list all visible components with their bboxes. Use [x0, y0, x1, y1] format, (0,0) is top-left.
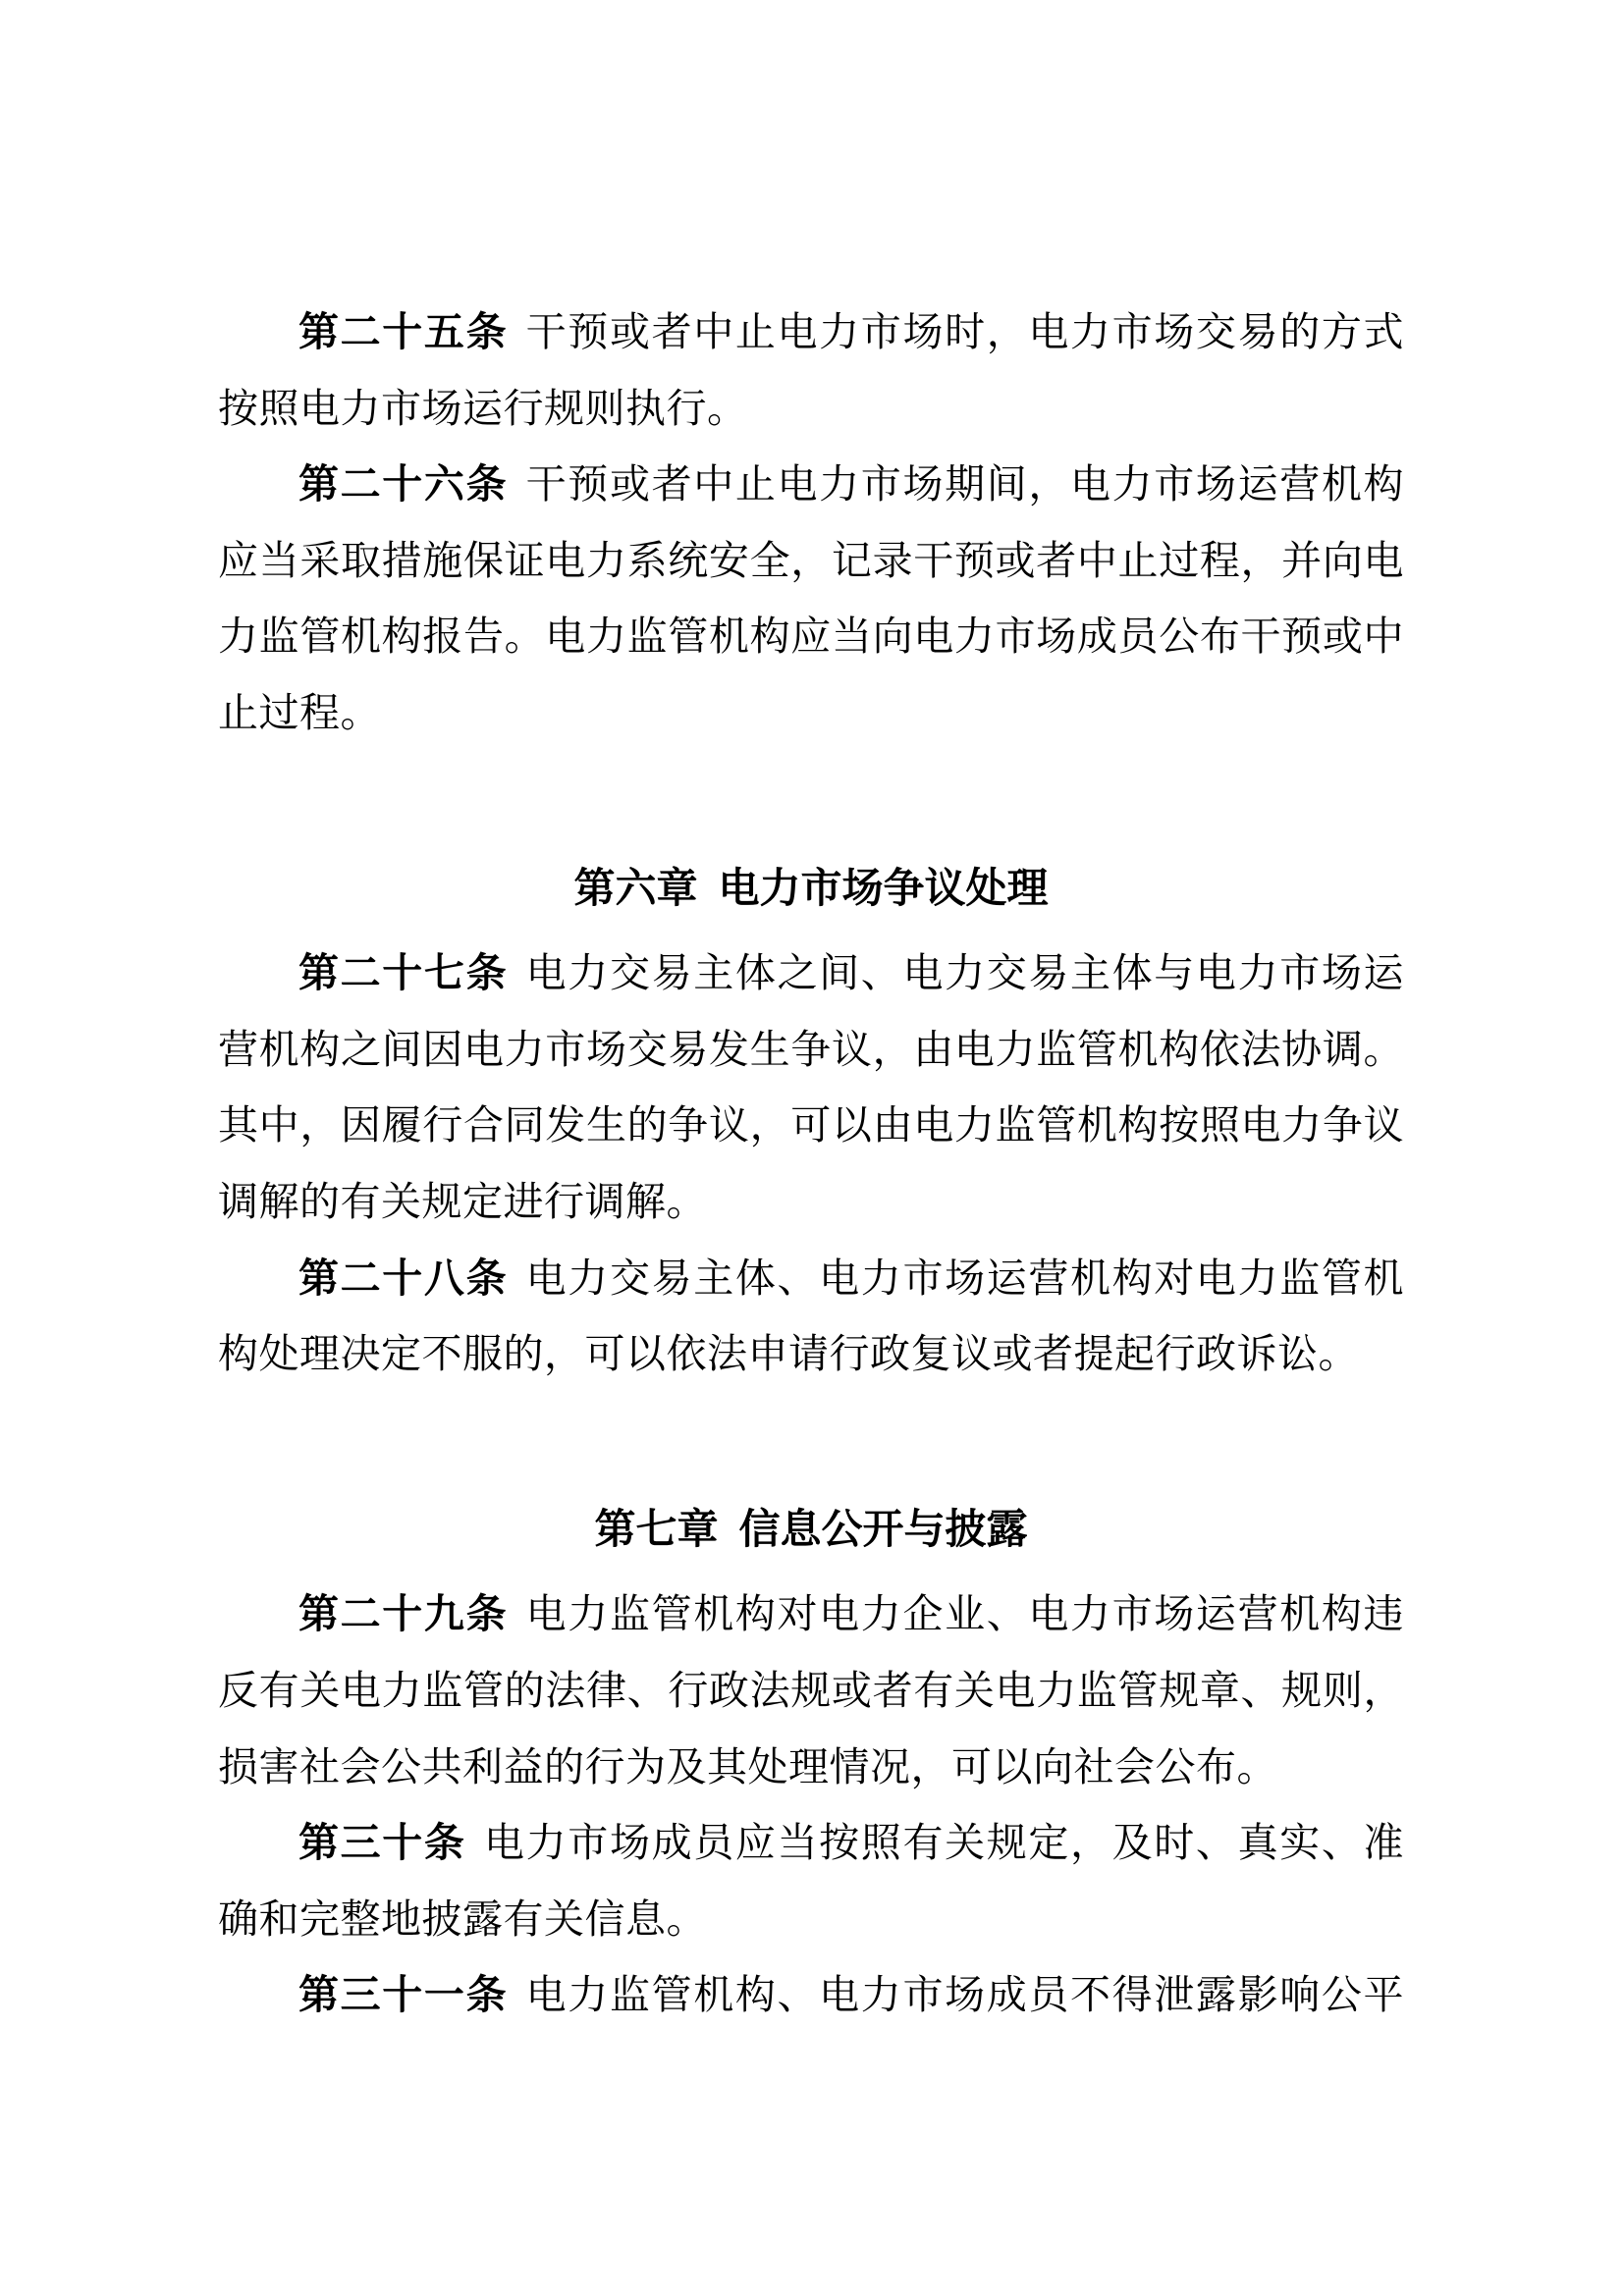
article-29-first-line: [218, 1576, 1404, 1653]
chapter-7-heading: [218, 1491, 1404, 1568]
body-text: 应当采取措施保证电力系统安全，记录干预或者中止过程，并向电: [218, 537, 1404, 583]
body-text: 按照电力市场运行规则执行。: [218, 385, 748, 431]
chapter-7-number: 第七章: [594, 1505, 719, 1552]
article-31-first-line: [218, 1957, 1404, 2034]
body-text: 干预或者中止电力市场期间，电力市场运营机构: [525, 461, 1405, 507]
article-26-first-line: [218, 447, 1404, 523]
article-28-first-line: [218, 1241, 1404, 1317]
article-29-number: 第二十九条: [298, 1591, 509, 1637]
body-text: 电力交易主体之间、电力交易主体与电力市场运: [525, 950, 1405, 996]
article-25-first-line: [218, 294, 1404, 371]
article-31-number: 第三十一条: [298, 1972, 509, 2018]
body-text: 构处理决定不服的，可以依法申请行政复议或者提起行政诉讼。: [218, 1331, 1359, 1377]
body-text: 力监管机构报告。电力监管机构应当向电力市场成员公布干预或中: [218, 614, 1404, 660]
article-30-line: [218, 1882, 1404, 1958]
article-27-first-line: [218, 935, 1404, 1012]
body-text: 营机构之间因电力市场交易发生争议，由电力监管机构依法协调。: [218, 1026, 1404, 1072]
article-26-line: [218, 523, 1404, 600]
body-text: 电力监管机构对电力企业、电力市场运营机构违: [525, 1591, 1405, 1637]
chapter-6-title: 电力市场争议处理: [718, 864, 1049, 911]
article-28-line: [218, 1316, 1404, 1393]
article-26-number: 第二十六条: [298, 461, 509, 507]
article-27-line: [218, 1012, 1404, 1089]
chapter-7-title: 信息公开与披露: [738, 1505, 1028, 1552]
article-29-line: [218, 1653, 1404, 1730]
page-body: [218, 294, 1404, 2034]
body-text: 反有关电力监管的法律、行政法规或者有关电力监管规章、规则，: [218, 1667, 1404, 1713]
body-text: 电力监管机构、电力市场成员不得泄露影响公平: [525, 1972, 1405, 2018]
body-text: 确和完整地披露有关信息。: [218, 1896, 707, 1942]
body-text: 其中，因履行合同发生的争议，可以由电力监管机构按照电力争议: [218, 1102, 1404, 1148]
article-25-line: [218, 371, 1404, 448]
article-27-line: [218, 1164, 1404, 1241]
body-text: 电力市场成员应当按照有关规定，及时、真实、准: [484, 1820, 1405, 1866]
body-text: 止过程。: [218, 689, 381, 735]
chapter-6-heading: [218, 850, 1404, 927]
article-27-line: [218, 1088, 1404, 1164]
article-29-line: [218, 1730, 1404, 1806]
article-30-number: 第三十条: [298, 1820, 466, 1866]
body-text: 干预或者中止电力市场时，电力市场交易的方式: [525, 309, 1405, 354]
article-30-first-line: [218, 1805, 1404, 1882]
article-25-number: 第二十五条: [298, 309, 509, 354]
article-28-number: 第二十八条: [298, 1255, 509, 1301]
article-27-number: 第二十七条: [298, 950, 509, 996]
chapter-6-number: 第六章: [573, 864, 698, 911]
body-text: 损害社会公共利益的行为及其处理情况，可以向社会公布。: [218, 1743, 1277, 1789]
body-text: 调解的有关规定进行调解。: [218, 1178, 707, 1224]
body-text: 电力交易主体、电力市场运营机构对电力监管机: [525, 1255, 1405, 1301]
article-26-line: [218, 675, 1404, 752]
article-26-line: [218, 599, 1404, 675]
